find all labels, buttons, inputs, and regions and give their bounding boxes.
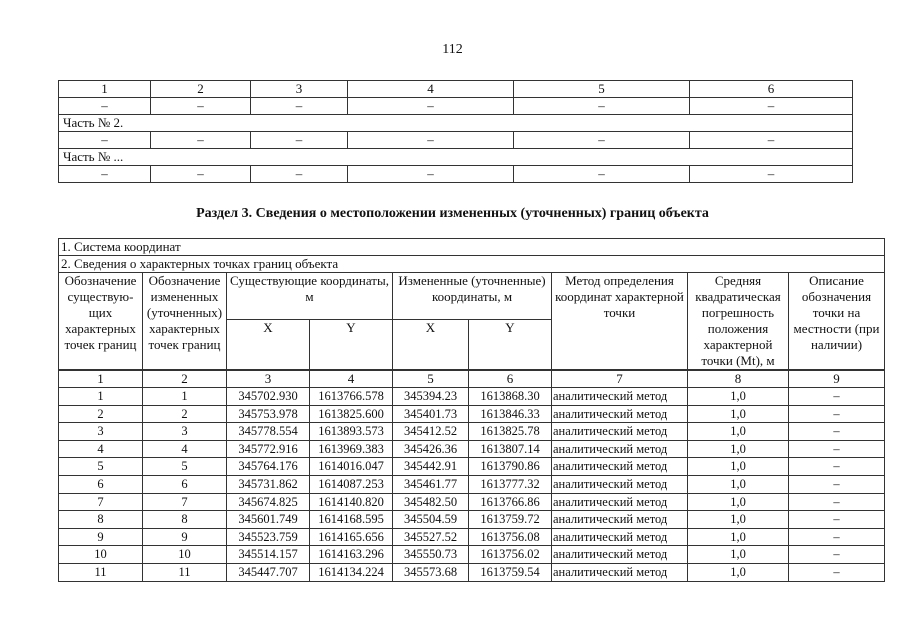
- method-cell: аналитический метод: [552, 405, 688, 423]
- table-row: [59, 493, 885, 511]
- dash-cell: –: [151, 132, 251, 149]
- column-numbers-row: [59, 370, 885, 388]
- error-cell: 1,0: [688, 458, 789, 476]
- table-row: [59, 546, 885, 564]
- dash-cell: –: [690, 166, 853, 183]
- column-number: 2: [143, 370, 227, 388]
- dash-cell: –: [348, 98, 514, 115]
- changed-x-cell: 345461.77: [393, 475, 469, 493]
- existing-point-id-cell: 8: [59, 511, 143, 529]
- dash-cell: –: [690, 132, 853, 149]
- changed-point-id-cell: 11: [143, 563, 227, 581]
- existing-point-id-cell: 6: [59, 475, 143, 493]
- description-cell: –: [789, 511, 885, 529]
- existing-x-cell: 345753.978: [227, 405, 310, 423]
- changed-x-cell: 345412.52: [393, 423, 469, 441]
- header-x: X: [227, 320, 310, 371]
- description-cell: –: [789, 493, 885, 511]
- description-cell: –: [789, 528, 885, 546]
- existing-x-cell: 345731.862: [227, 475, 310, 493]
- header-cell: 2: [151, 81, 251, 98]
- dash-cell: –: [151, 98, 251, 115]
- method-cell: аналитический метод: [552, 423, 688, 441]
- changed-point-id-cell: 7: [143, 493, 227, 511]
- method-cell: аналитический метод: [552, 458, 688, 476]
- header-changed-coords: Измененные (уточненные) координаты, м: [393, 273, 552, 320]
- header-method: Метод определения координат характерной точки: [552, 273, 688, 371]
- column-number: 8: [688, 370, 789, 388]
- existing-point-id-cell: 10: [59, 546, 143, 564]
- existing-y-cell: 1613893.573: [310, 423, 393, 441]
- changed-y-cell: 1613756.02: [469, 546, 552, 564]
- part-label: Часть № ...: [59, 149, 853, 166]
- error-cell: 1,0: [688, 423, 789, 441]
- section-title: Раздел 3. Сведения о местоположении измененных (уточненных) границ объекта: [196, 206, 709, 221]
- dash-cell: –: [59, 132, 151, 149]
- error-cell: 1,0: [688, 388, 789, 406]
- error-cell: 1,0: [688, 405, 789, 423]
- table-row: [59, 405, 885, 423]
- existing-point-id-cell: 1: [59, 388, 143, 406]
- part-label: Часть № 2.: [59, 115, 853, 132]
- method-cell: аналитический метод: [552, 440, 688, 458]
- header-existing-coords: Существующие координаты, м: [227, 273, 393, 320]
- dash-cell: –: [514, 98, 690, 115]
- table1-dash-row: [59, 98, 853, 115]
- existing-x-cell: 345778.554: [227, 423, 310, 441]
- table1-part-row: [59, 115, 853, 132]
- existing-x-cell: 345772.916: [227, 440, 310, 458]
- changed-x-cell: 345504.59: [393, 511, 469, 529]
- table1-part-row: [59, 149, 853, 166]
- error-cell: 1,0: [688, 528, 789, 546]
- column-number: 5: [393, 370, 469, 388]
- description-cell: –: [789, 458, 885, 476]
- existing-y-cell: 1614016.047: [310, 458, 393, 476]
- dash-cell: –: [348, 166, 514, 183]
- column-number: 4: [310, 370, 393, 388]
- error-cell: 1,0: [688, 546, 789, 564]
- existing-y-cell: 1614087.253: [310, 475, 393, 493]
- table-row: [59, 528, 885, 546]
- header-description: Описание обозначения точки на местности (при наличии): [789, 273, 885, 371]
- changed-x-cell: 345482.50: [393, 493, 469, 511]
- changed-point-id-cell: 5: [143, 458, 227, 476]
- dash-cell: –: [251, 166, 348, 183]
- changed-y-cell: 1613759.54: [469, 563, 552, 581]
- column-number: 9: [789, 370, 885, 388]
- method-cell: аналитический метод: [552, 388, 688, 406]
- table-row: [59, 388, 885, 406]
- existing-point-id-cell: 4: [59, 440, 143, 458]
- existing-point-id-cell: 5: [59, 458, 143, 476]
- method-cell: аналитический метод: [552, 475, 688, 493]
- changed-point-id-cell: 1: [143, 388, 227, 406]
- dash-cell: –: [251, 132, 348, 149]
- header-y: Y: [310, 320, 393, 371]
- changed-x-cell: 345573.68: [393, 563, 469, 581]
- header-row-1: [59, 273, 885, 320]
- description-cell: –: [789, 423, 885, 441]
- existing-y-cell: 1614140.820: [310, 493, 393, 511]
- existing-y-cell: 1614163.296: [310, 546, 393, 564]
- existing-x-cell: 345447.707: [227, 563, 310, 581]
- existing-y-cell: 1614168.595: [310, 511, 393, 529]
- header-cell: 4: [348, 81, 514, 98]
- header-cell: 5: [514, 81, 690, 98]
- table-row: [59, 458, 885, 476]
- changed-x-cell: 345527.52: [393, 528, 469, 546]
- existing-point-id-cell: 3: [59, 423, 143, 441]
- method-cell: аналитический метод: [552, 563, 688, 581]
- table-row: [59, 423, 885, 441]
- table1-dash-row: [59, 132, 853, 149]
- changed-y-cell: 1613825.78: [469, 423, 552, 441]
- existing-x-cell: 345702.930: [227, 388, 310, 406]
- dash-cell: –: [251, 98, 348, 115]
- header-cell: 1: [59, 81, 151, 98]
- changed-y-cell: 1613777.32: [469, 475, 552, 493]
- column-number: 6: [469, 370, 552, 388]
- existing-y-cell: 1614134.224: [310, 563, 393, 581]
- description-cell: –: [789, 388, 885, 406]
- existing-y-cell: 1613825.600: [310, 405, 393, 423]
- error-cell: 1,0: [688, 563, 789, 581]
- changed-point-id-cell: 2: [143, 405, 227, 423]
- changed-point-id-cell: 9: [143, 528, 227, 546]
- changed-y-cell: 1613807.14: [469, 440, 552, 458]
- changed-x-cell: 345401.73: [393, 405, 469, 423]
- previous-section-table: [58, 80, 853, 183]
- existing-x-cell: 345674.825: [227, 493, 310, 511]
- changed-point-id-cell: 6: [143, 475, 227, 493]
- changed-y-cell: 1613846.33: [469, 405, 552, 423]
- header-y: Y: [469, 320, 552, 371]
- existing-y-cell: 1613766.578: [310, 388, 393, 406]
- existing-x-cell: 345601.749: [227, 511, 310, 529]
- column-number: 7: [552, 370, 688, 388]
- dash-cell: –: [151, 166, 251, 183]
- dash-cell: –: [514, 132, 690, 149]
- changed-y-cell: 1613868.30: [469, 388, 552, 406]
- changed-y-cell: 1613766.86: [469, 493, 552, 511]
- method-cell: аналитический метод: [552, 546, 688, 564]
- dash-cell: –: [690, 98, 853, 115]
- error-cell: 1,0: [688, 475, 789, 493]
- existing-y-cell: 1613969.383: [310, 440, 393, 458]
- column-number: 1: [59, 370, 143, 388]
- existing-point-id-cell: 7: [59, 493, 143, 511]
- existing-x-cell: 345764.176: [227, 458, 310, 476]
- changed-y-cell: 1613790.86: [469, 458, 552, 476]
- description-cell: –: [789, 440, 885, 458]
- changed-x-cell: 345550.73: [393, 546, 469, 564]
- points-info-label: 2. Сведения о характерных точках границ объекта: [59, 256, 885, 273]
- method-cell: аналитический метод: [552, 493, 688, 511]
- existing-point-id-cell: 11: [59, 563, 143, 581]
- existing-point-id-cell: 2: [59, 405, 143, 423]
- page-number: 112: [442, 42, 463, 57]
- header-error: Средняя квадратическая погрешность положения характерной точки (Mt), м: [688, 273, 789, 371]
- description-cell: –: [789, 563, 885, 581]
- method-cell: аналитический метод: [552, 528, 688, 546]
- error-cell: 1,0: [688, 493, 789, 511]
- changed-x-cell: 345426.36: [393, 440, 469, 458]
- existing-y-cell: 1614165.656: [310, 528, 393, 546]
- error-cell: 1,0: [688, 511, 789, 529]
- description-cell: –: [789, 546, 885, 564]
- method-cell: аналитический метод: [552, 511, 688, 529]
- table1-header-row: [59, 81, 853, 98]
- table-row: [59, 511, 885, 529]
- header-changed-points: Обозначение измененных (уточненных) характерных точек границ: [143, 273, 227, 371]
- header-cell: 3: [251, 81, 348, 98]
- table1-dash-row: [59, 166, 853, 183]
- dash-cell: –: [59, 166, 151, 183]
- error-cell: 1,0: [688, 440, 789, 458]
- table-row: [59, 475, 885, 493]
- boundary-points-table: [58, 238, 885, 582]
- dash-cell: –: [348, 132, 514, 149]
- existing-x-cell: 345523.759: [227, 528, 310, 546]
- column-number: 3: [227, 370, 310, 388]
- coord-system-label: 1. Система координат: [59, 239, 885, 256]
- changed-point-id-cell: 10: [143, 546, 227, 564]
- header-existing-points: Обозначение существую-щих характерных точек границ: [59, 273, 143, 371]
- header-x: X: [393, 320, 469, 371]
- existing-x-cell: 345514.157: [227, 546, 310, 564]
- changed-y-cell: 1613759.72: [469, 511, 552, 529]
- changed-x-cell: 345442.91: [393, 458, 469, 476]
- description-cell: –: [789, 405, 885, 423]
- dash-cell: –: [59, 98, 151, 115]
- dash-cell: –: [514, 166, 690, 183]
- coord-system-row: [59, 239, 885, 256]
- existing-point-id-cell: 9: [59, 528, 143, 546]
- changed-x-cell: 345394.23: [393, 388, 469, 406]
- table-row: [59, 440, 885, 458]
- points-info-row: [59, 256, 885, 273]
- changed-point-id-cell: 4: [143, 440, 227, 458]
- changed-point-id-cell: 8: [143, 511, 227, 529]
- changed-point-id-cell: 3: [143, 423, 227, 441]
- table-row: [59, 563, 885, 581]
- description-cell: –: [789, 475, 885, 493]
- header-cell: 6: [690, 81, 853, 98]
- changed-y-cell: 1613756.08: [469, 528, 552, 546]
